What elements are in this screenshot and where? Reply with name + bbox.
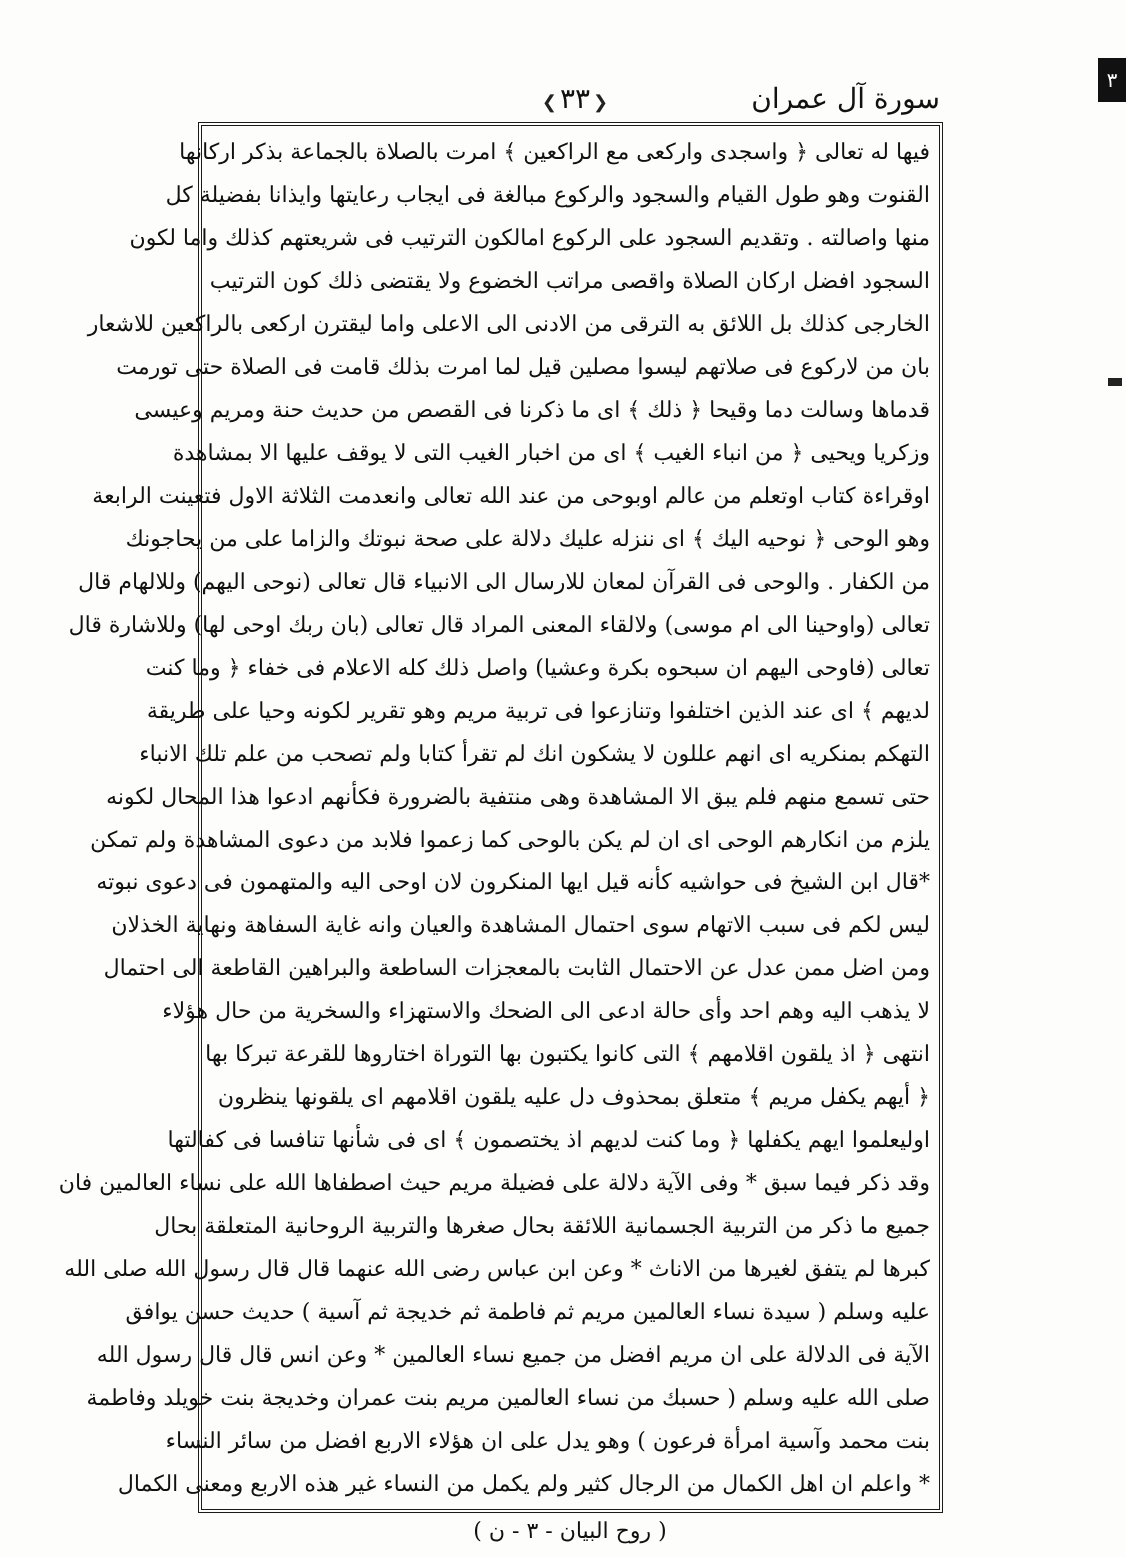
page-number: ❮ ٣٣ ❯ [520,82,630,115]
footer-signature: ( روح البيان - ٣ - ن ) [473,1519,667,1544]
text-line: كبرها لم يتفق لغيرها من الاناث * وعن ابن عباس رضى الله عنهما قال قال رسول الله صلى الله [64,1257,930,1283]
text-line: لا يذهب اليه وهم احد وأى حالة ادعى الى الضحك والاستهزاء والسخرية من حال هؤلاء [162,999,930,1025]
text-line: الآية فى الدلالة على ان مريم افضل من جميع نساء العالمين * وعن انس قال قال رسول الله [96,1343,930,1369]
text-line: عليه وسلم ( سيدة نساء العالمين مريم ثم فاطمة ثم خديجة ثم آسية ) حديث حسن يوافق [125,1300,930,1326]
text-line: صلى الله عليه وسلم ( حسبك من نساء العالمين مريم بنت عمران وخديجة بنت خويلد وفاطمة [86,1386,930,1412]
body-text [58,132,930,1507]
text-line: *قال ابن الشيخ فى حواشيه كأنه قيل ايها المنكرون لان اوحى اليه والمتهمون فى دعوى نبوته [96,870,930,896]
sura-title: سورة آل عمران [751,82,940,115]
text-line: حتى تسمع منهم فلم يبق الا المشاهدة وهى منتفية بالضرورة فكأنهم ادعوا هذا المحال لكونه [106,784,930,810]
text-line: وقد ذكر فيما سبق * وفى الآية دلالة على فضيلة مريم حيث اصطفاها الله على نساء العالمين فان [58,1171,930,1197]
text-line: ومن اضل ممن عدل عن الاحتمال الثابت بالمعجزات الساطعة والبراهين القاطعة الى احتمال [103,956,930,982]
text-line: اوليعلموا ايهم يكفلها ﴿ وما كنت لديهم اذ يختصمون ﴾ اى فى شأنها تنافسا فى كفالتها [167,1128,930,1154]
text-line: جميع ما ذكر من التربية الجسمانية اللائقة بحال صغرها والتربية الروحانية المتعلقة بحال [154,1214,930,1240]
text-line: منها واصالته . وتقديم السجود على الركوع امالكون الترتيب فى شريعتهم كذلك واما لكون [129,225,930,251]
text-line: ﴿ أيهم يكفل مريم ﴾ متعلق بمحذوف دل عليه يلقون اقلامهم اى يلقونها ينظرون [217,1085,930,1111]
text-line: ليس لكم فى سبب الاتهام سوى احتمال المشاهدة والعيان وانه غاية السفاهة ونهاية الخذلان [111,913,930,939]
text-line: وزكريا ويحيى ﴿ من انباء الغيب ﴾ اى من اخبار الغيب التى لا يوقف عليها الا بمشاهدة [172,440,930,466]
text-line: وهو الوحى ﴿ نوحيه اليك ﴾ اى ننزله عليك دلالة على صحة نبوتك والزاما على من يحاجونك [125,526,930,552]
text-line: التهكم بمنكريه اى انهم عللون لا يشكون انك لم تقرأ كتابا ولم تصحب من علم تلك الانباء [139,741,930,767]
text-line: بنت محمد وآسية امرأة فرعون ) وهو يدل على ان هؤلاء الاربع افضل من سائر النساء [165,1429,930,1455]
text-line: تعالى (فاوحى اليهم ان سبحوه بكرة وعشيا) واصل ذلك كله الاعلام فى خفاء ﴿ وما كنت [145,655,930,681]
text-line: اوقراءة كتاب اوتعلم من عالم اوبوحى من عند الله تعالى وانعدمت الثلاثة الاول فتعينت الرابعة [92,483,930,509]
text-line: القنوت وهو طول القيام والسجود والركوع مبالغة فى ايجاب رعايتها وايذانا بفضيلة كل [165,182,930,208]
page-header [200,82,940,118]
text-line: انتهى ﴿ اذ يلقون اقلامهم ﴾ التى كانوا يكتبون بها التوراة اختاروها للقرعة تبركا بها [205,1042,930,1068]
text-line: يلزم من انكارهم الوحى اى ان لم يكن بالوحى كما زعموا فلابد من دعوى المشاهدة ولم تمكن [90,827,930,853]
text-line: فيها له تعالى ﴿ واسجدى واركعى مع الراكعين ﴾ امرت بالصلاة بالجماعة بذكر اركانها [179,140,930,165]
text-line: قدماها وسالت دما وقيحا ﴿ ذلك ﴾ اى ما ذكرنا فى القصص من حديث حنة ومريم وعيسى [134,397,930,423]
text-line: السجود افضل اركان الصلاة واقصى مراتب الخضوع ولا يقتضى ذلك كون الترتيب [209,268,930,294]
text-line: لديهم ﴾ اى عند الذين اختلفوا وتنازعوا فى تربية مريم وهو تقرير لكونه وحيا على طريقة [146,698,930,724]
page-footer [200,1519,940,1544]
text-line: بان من لاركوع فى صلاتهم ليسوا مصلين قيل لما امرت بذلك قامت فى الصلاة حتى تورمت [116,354,930,380]
text-line: تعالى (واوحينا الى ام موسى) ولالقاء المعنى المراد قال تعالى (بان ربك اوحى لها) وللاشارة قال [68,612,930,638]
text-line: الخارجى كذلك بل اللائق به الترقى من الادنى الى الاعلى واما ليقترن اركعى بالراكعين للاشعار [87,311,930,337]
margin-mark [1108,378,1122,386]
corner-tab: ٣ [1098,58,1126,102]
text-line: * واعلم ان اهل الكمال من الرجال كثير ولم يكمل من النساء غير هذه الاربع ومعنى الكمال [117,1472,930,1498]
text-line: من الكفار . والوحى فى القرآن لمعان للارسال الى الانبياء قال تعالى (نوحى اليهم) وللالهام قال [78,569,930,595]
